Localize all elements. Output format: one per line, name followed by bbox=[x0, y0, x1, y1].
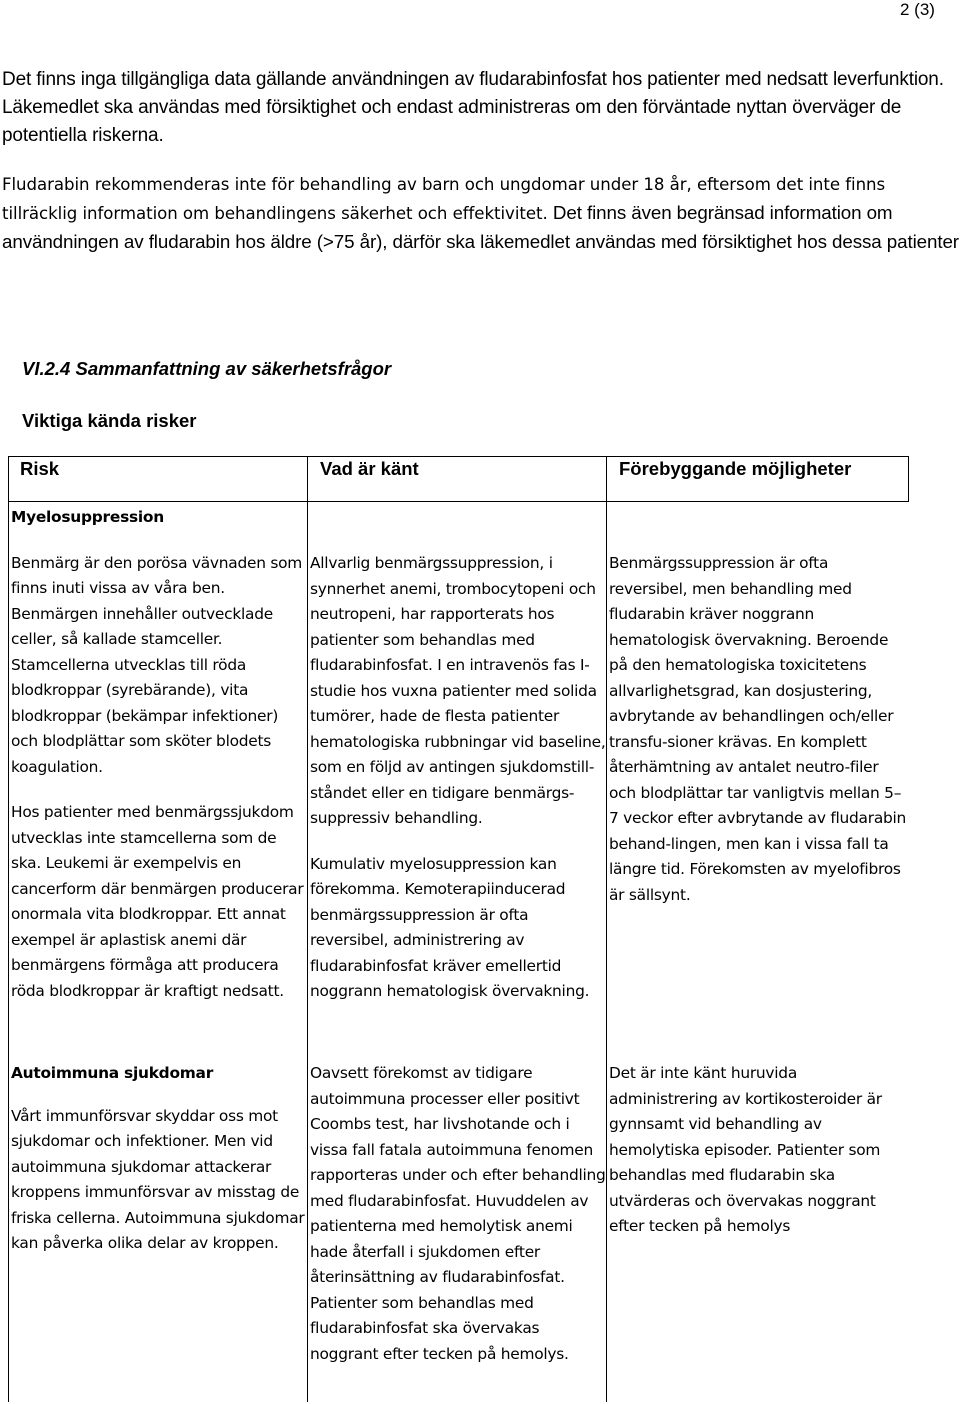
pediatric-elderly-paragraph bbox=[2, 171, 960, 258]
table-row-1-risk bbox=[11, 505, 306, 1004]
table-column-divider-1 bbox=[307, 456, 308, 1402]
intro-paragraph: Det finns inga tillgängliga data gällande användningen av fludarabinfosfat hos patienter med nedsatt leverfunktion. Läkemedlet ska användas med försiktighet och endast administreras om den förväntade nyttan överväger de potentiella riskerna. bbox=[2, 69, 944, 146]
table-row-1-known bbox=[310, 551, 607, 1005]
prevention-text: Det är inte känt huruvida administrering av kortikosteroider är gynnsamt vid behandling av hemolytiska episoder. Patienter som behandlas med fludarabin ska utvärderas och övervakas noggrant efter tecken på hemolys bbox=[609, 1064, 882, 1235]
risk-description: Hos patienter med benmärgssjukdom utvecklas inte stamcellerna som de ska. Leukemi är exempelvis en cancerform där benmärgen producerar onormala vita blodkroppar. Ett annat exempel är aplastisk anemi där benmärgens förmåga att producera röda blodkroppar är kraftigt nedsatt. bbox=[11, 803, 304, 1000]
prevention-text: Benmärgssuppression är ofta reversibel, men behandling med fludarabin kräver noggrann hematologisk övervakning. Beroende på den hematologiska toxicitetens allvarlighetsgrad, kan dosjustering, avbrytande av behandlingen och/eller transfu-sioner krävas. En komplett återhämtning av antalet neutro-filer och blodplättar tar vanligtvis mellan 5–7 veckor efter avbrytande av fludarabin behand-lingen, men kan i vissa fall ta längre tid. Förekomsten av myelofibros är sällsynt. bbox=[609, 554, 907, 904]
table-row-1-prevention bbox=[609, 551, 907, 908]
header-known: Vad är känt bbox=[320, 458, 419, 479]
table-row-2-risk bbox=[11, 1061, 306, 1257]
known-text: Oavsett förekomst av tidigare autoimmuna processer eller positivt Coombs test, har livshotande och i vissa fall fatala autoimmuna fenomen rapporteras under och efter behandling med fludarabinfosfat. Huvuddelen av patienterna med hemolytisk anemi hade återfall i sjukdomen efter återinsättning av fludarabinfosfat. Patienter som behandlas med fludarabinfosfat ska övervakas noggrant efter tecken på hemolys. bbox=[310, 1064, 606, 1363]
subsection-heading: Viktiga kända risker bbox=[22, 410, 197, 431]
table-row-2-known bbox=[310, 1061, 607, 1367]
section-heading: VI.2.4 Sammanfattning av säkerhetsfrågor bbox=[22, 358, 392, 379]
risk-description: Vårt immunförsvar skyddar oss mot sjukdomar och infektioner. Men vid autoimmuna sjukdomar attackerar kroppens immunförsvar av misstag de friska cellerna. Autoimmuna sjukdomar kan påverka olika delar av kroppen. bbox=[11, 1106, 305, 1252]
table-header-divider bbox=[8, 501, 909, 502]
table-row-2-prevention bbox=[609, 1061, 907, 1240]
table-border-right bbox=[908, 456, 909, 502]
header-prevention: Förebyggande möjligheter bbox=[619, 458, 852, 479]
risk-title: Myelosuppression bbox=[11, 508, 164, 526]
risk-title: Autoimmuna sjukdomar bbox=[11, 1064, 214, 1082]
table-border-left bbox=[8, 456, 9, 1402]
known-text: Kumulativ myelosuppression kan förekomma. Kemoterapiinducerad benmärgssuppression är ofta reversibel, administrering av fludarabinfosfat kräver emellertid noggrann hematologisk övervakning. bbox=[310, 854, 590, 1000]
risk-description: Benmärg är den porösa vävnaden som finns inuti vissa av våra ben. Benmärgen innehåller outvecklade celler, så kallade stamceller. Stamcellerna utvecklas till röda blodkroppar (syrebärande), vita blodkroppar (bekämpar infektioner) och blodplättar som sköter blodets koagulation. bbox=[11, 553, 303, 776]
page-number: 2 (3) bbox=[900, 0, 935, 19]
paragraph-lead: Fludarabin rekommenderas inte för behandling av barn och ungdomar under 18 år, eftersom det inte finns tillräcklig information om behandlingens säkerhet och effektivitet. bbox=[2, 175, 886, 224]
known-text: Allvarlig benmärgssuppression, i synnerhet anemi, trombocytopeni och neutropeni, har rapporterats hos patienter som behandlas med fludarabinfosfat. I en intravenös fas I-studie hos vuxna patienter med solida tumörer, hade de flesta patienter hematologiska rubbningar vid baseline, som en följd av antingen sjukdomstill-ståndet eller en tidigare benmärgs-suppressiv behandling. bbox=[310, 554, 606, 827]
paragraph-tail: Det finns även begränsad information om användningen av fludarabin hos äldre (>75 år), därför ska läkemedlet användas med försiktighet hos dessa patienter bbox=[2, 202, 959, 253]
header-risk: Risk bbox=[20, 458, 60, 479]
